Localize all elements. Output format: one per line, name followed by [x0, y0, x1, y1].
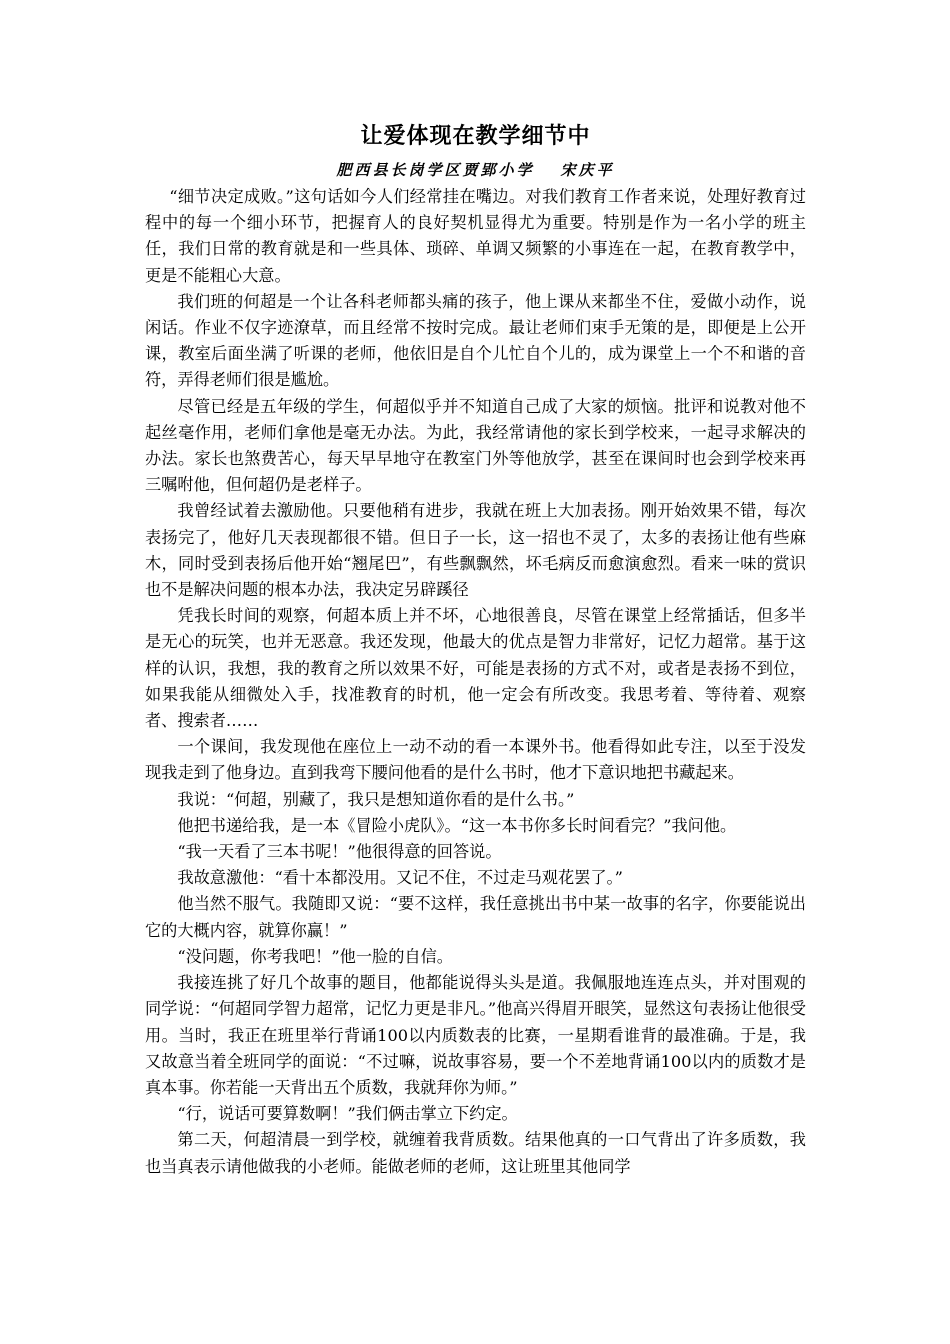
paragraph: 尽管已经是五年级的学生，何超似乎并不知道自己成了大家的烦恼。批评和说教对他不起丝毫作用，老师们拿他是毫无办法。为此，我经常请他的家长到学校来，一起寻求解决的办法。家长也煞费苦心，每天早早地守在教室门外等他放学，甚至在课间时也会到学校来再三嘱咐他，但何超仍是老样子。	[145, 396, 806, 495]
paragraph: “我一天看了三本书呢！”他很得意的回答说。	[177, 842, 502, 862]
paragraph: 我们班的何超是一个让各科老师都头痛的孩子，他上课从来都坐不住，爱做小动作，说闲话。作业不仅字迹潦草，而且经常不按时完成。最让老师们束手无策的是，即便是上公开课，教室后面坐满了听课的老师，他依旧是自个儿忙自个儿的，成为课堂上一个不和谐的音符，弄得老师们很是尴尬。	[145, 291, 806, 390]
paragraph: 凭我长时间的观察，何超本质上并不坏，心地很善良，尽管在课堂上经常插话，但多半是无心的玩笑，也并无恶意。我还发现，他最大的优点是智力非常好，记忆力超常。基于这样的认识，我想，我的教育之所以效果不好，可能是表扬的方式不对，或者是表扬不到位，如果我能从细微处入手，找准教育的时机，他一定会有所改变。我思考着、等待着、观察者、搜索者……	[145, 606, 806, 731]
paragraph: “没问题，你考我吧！”他一脸的自信。	[177, 946, 453, 966]
paragraph: 他把书递给我，是一本《冒险小虎队》。“这一本书你多长时间看完？”我问他。	[177, 815, 737, 835]
paragraph: “行，说话可要算数啊！”我们俩击掌立下约定。	[177, 1104, 518, 1124]
paragraph: “细节决定成败。”这句话如今人们经常挂在嘴边。对我们教育工作者来说，处理好教育过程中的每一个细小环节，把握育人的良好契机显得尤为重要。特别是作为一名小学的班主任，我们日常的教育就是和一些具体、琐碎、单调又频繁的小事连在一起，在教育教学中，更是不能粗心大意。	[145, 187, 806, 285]
paragraph: 第二天，何超清晨一到学校，就缠着我背质数。结果他真的一口气背出了许多质数，我也当真表示请他做我的小老师。能做老师的老师，这让班里其他同学	[145, 1130, 806, 1176]
paragraph: 我接连挑了好几个故事的题目，他都能说得头头是道。我佩服地连连点头，并对围观的同学说：“何超同学智力超常，记忆力更是非凡。”他高兴得眉开眼笑，显然这句表扬让他很受用。当时，我正在班里举行背诵100以内质数表的比赛，一星期看谁背的最准确。于是，我又故意当着全班同学的面说：“不过嘛，说故事容易，要一个不差地背诵100以内的质数才是真本事。你若能一天背出五个质数，我就拜你为师。”	[145, 973, 806, 1097]
paragraph: 我曾经试着去激励他。只要他稍有进步，我就在班上大加表扬。刚开始效果不错，每次表扬完了，他好几天表现都很不错。但日子一长，这一招也不灵了，太多的表扬让他有些麻木，同时受到表扬后他开始“翘尾巴”，有些飘飘然，坏毛病反而愈演愈烈。看来一味的赏识也不是解决问题的根本办法，我决定另辟蹊径	[145, 501, 806, 600]
document-body	[145, 184, 806, 1180]
author-line	[145, 158, 806, 182]
author-name: 宋庆平	[560, 161, 615, 179]
document-title: 让爱体现在教学细节中	[360, 123, 591, 149]
paragraph: 我故意激他：“看十本都没用。又记不住，不过走马观花罢了。”	[177, 868, 623, 888]
author-school: 肥西县长岗学区贾郢小学	[336, 161, 535, 179]
paragraph: 一个课间，我发现他在座位上一动不动的看一本课外书。他看得如此专注，以至于没发现我走到了他身边。直到我弯下腰问他看的是什么书时，他才下意识地把书藏起来。	[145, 737, 806, 783]
paragraph: 他当然不服气。我随即又说：“要不这样，我任意挑出书中某一故事的名字，你要能说出它的大概内容，就算你赢！”	[145, 894, 806, 940]
paragraph: 我说：“何超，别藏了，我只是想知道你看的是什么书。”	[177, 789, 575, 809]
document-page	[145, 118, 806, 1180]
